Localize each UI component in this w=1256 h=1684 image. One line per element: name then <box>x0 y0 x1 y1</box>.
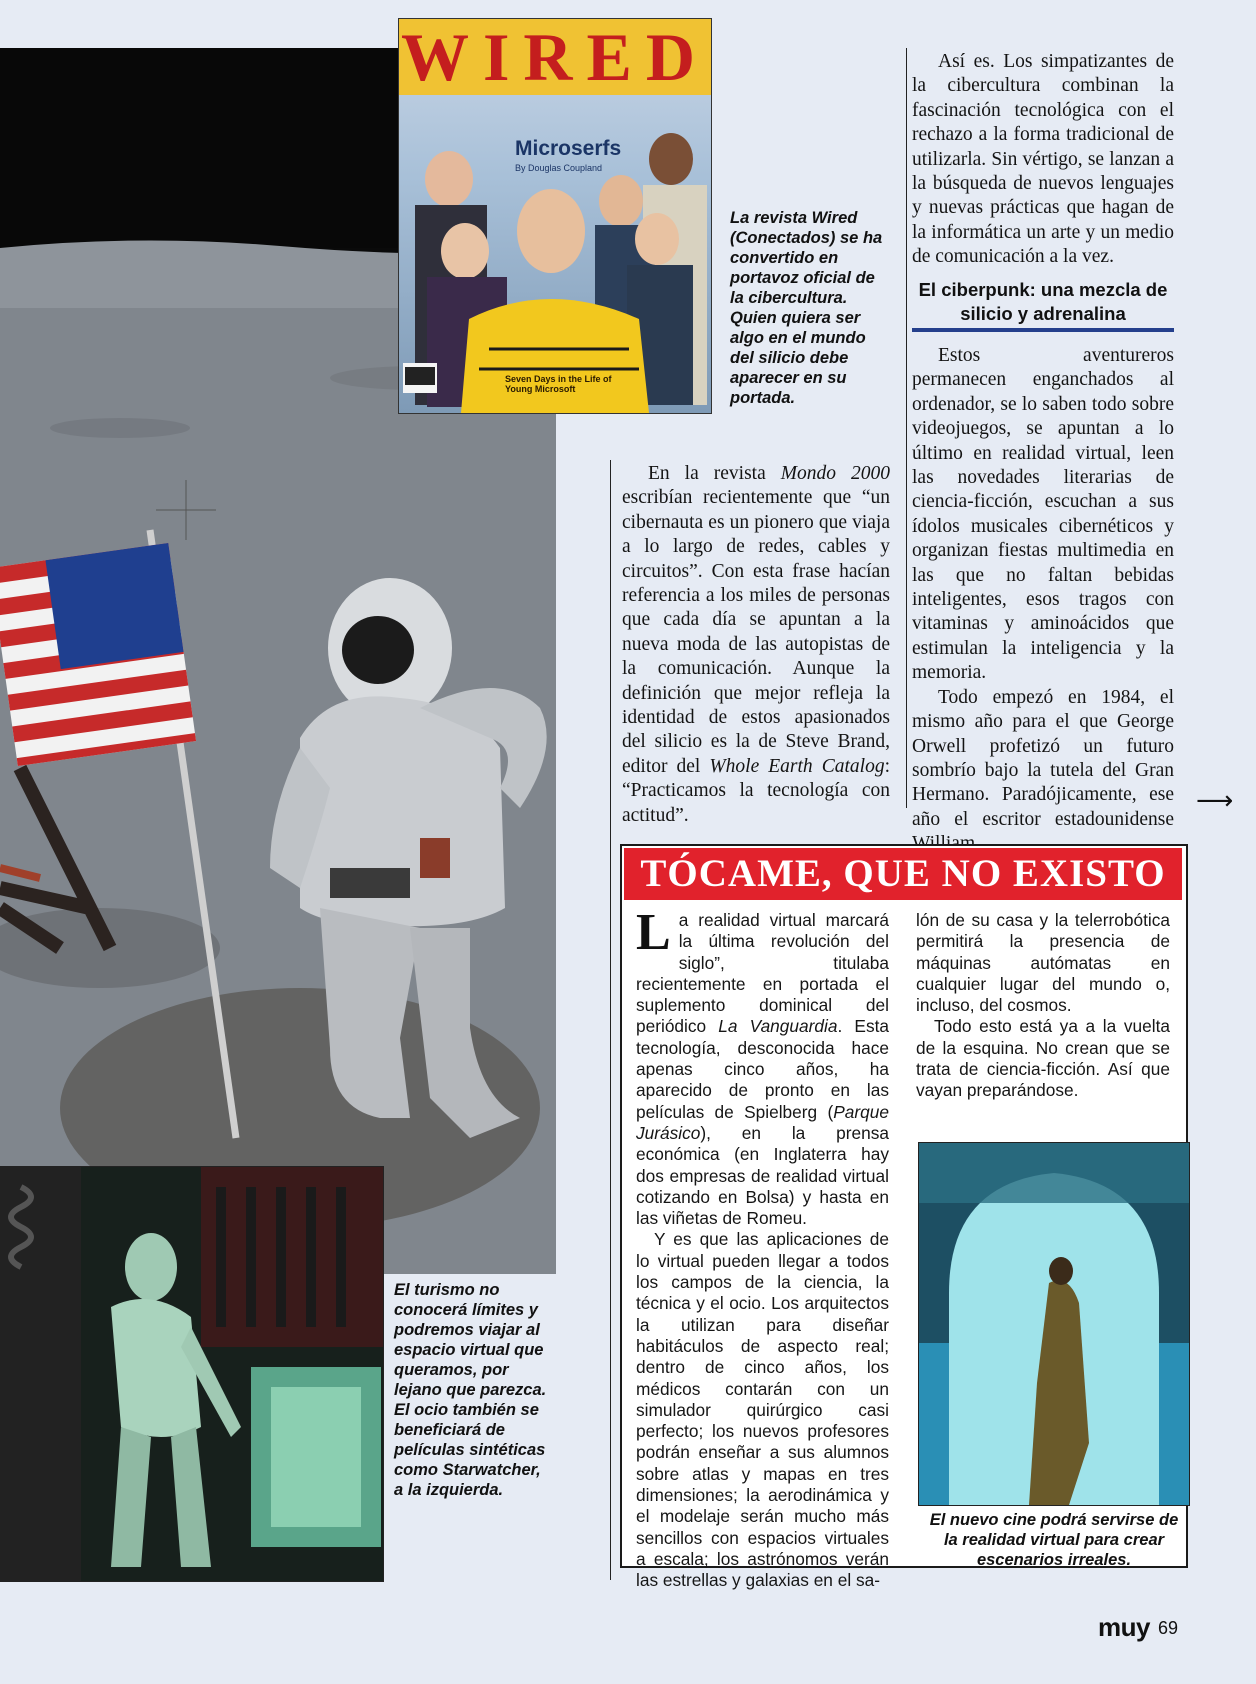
magazine-title: Mondo 2000 <box>780 463 891 484</box>
paragraph: La realidad virtual marcará la última revolución del siglo”, titulaba recientemente en portada el suplemento dominical del periódico La Vanguardia. Esta tecnología, desconocida hace apenas cinco años, ha aparecido de pronto en las películas de Spielberg (Parque Jurásico), en la prensa económica (en Inglaterra hay dos empresas de realidad virtual cotizando en Bolsa) y hasta en las viñetas de Romeu. <box>636 904 889 1229</box>
column-rule <box>610 460 611 1580</box>
drop-cap: L <box>636 904 671 961</box>
virtual-cinema-photo <box>918 1142 1190 1506</box>
paragraph: Y es que las aplicaciones de lo virtual pueden llegar a todos los campos de la ciencia, la técnica y el ocio. Los arquitectos la utilizan para diseñar habitáculos de aspecto real; dentro de cinco años, los médicos contarán con un simulador quirúrgico casi perfecto; los nuevos profesores podrán enseñar a sus alumnos sobre atlas y mapas en tres dimensiones; la aerodinámica y el modelaje serán mucho más sencillos con espacios virtuales a escala; los astrónomos verán las estrellas y galaxias en el sa- <box>636 1229 889 1591</box>
continue-arrow-icon: ⟶ <box>1196 786 1234 816</box>
paragraph: Todo esto está ya a la vuelta de la esquina. No crean que se trata de ciencia-ficción. Así que vayan preparándose. <box>916 1016 1170 1101</box>
cinema-caption: El nuevo cine podrá servirse de la realidad virtual para crear escenarios irreales. <box>929 1511 1179 1569</box>
wired-cover-image <box>398 18 712 414</box>
box-column-left <box>636 904 889 1592</box>
cover-people-illustration <box>399 19 711 413</box>
article-column-right-top <box>912 50 1174 270</box>
turismo-caption: El turismo no conocerá límites y podremos viajar al espacio virtual que queramos, por lejano que parezca. El ocio también se beneficiará de películas sintéticas como Starwatcher, a la izquierda. <box>394 1281 547 1499</box>
box-title: TÓCAME, QUE NO EXISTO <box>640 852 1166 895</box>
cover-byline: By Douglas Coupland <box>515 163 603 173</box>
wired-logo: WIRED <box>400 19 710 95</box>
paragraph: En la revista Mondo 2000 escribían recientemente que “un cibernauta es un pionero que viaja a lo largo de redes, cables y circuitos”. Con esta frase hacían referencia a los miles de personas que cada día se apuntan a la nueva moda de las autopistas de la comunicación. Aunque la definición que mejor refleja la identidad de estos apasionados del silicio es la de Steve Brand, editor del Whole Earth Catalog: “Practicamos la tecnología con actitud”. <box>622 463 891 826</box>
cover-headline: Microserfs <box>515 137 622 160</box>
starwatcher-photo <box>0 1166 384 1582</box>
paragraph: Estos aventureros permanecen enganchados al ordenador, se lo saben todo sobre videojuegos, se apuntan a lo último en realidad virtual, leen las novedades literarias de ciencia-ficción, escuchan a sus ídolos musicales cibernéticos y organizan fiestas multimedia en las que no faltan bebidas inteligentes, esos tragos con vitaminas y aminoácidos que estimulan la inteligencia y la memoria. <box>912 345 1174 684</box>
cinema-illustration <box>919 1143 1189 1505</box>
column-rule <box>906 48 907 808</box>
paragraph: Así es. Los simpatizantes de la cibercultura combinan la fascinación tecnológica con el rechazo a la forma tradicional de utilizarla. Sin vértigo, se lanzan a la búsqueda de nuevos lenguajes y nuevas prácticas que hagan de la informática un arte y un medio de comunicación a la vez. <box>912 51 1174 268</box>
box-column-right <box>916 910 1170 1102</box>
magazine-folio-logo: muy <box>1098 1612 1150 1642</box>
starwatcher-illustration <box>1 1167 383 1581</box>
article-column-middle <box>622 462 890 828</box>
subheading-rule <box>912 328 1174 332</box>
section-subheading: El ciberpunk: una mezcla de silicio y adrenalina <box>918 279 1168 324</box>
wired-caption: La revista Wired (Conectados) se ha convertido en portavoz oficial de la cibercultura. Quien quiera ser algo en el mundo del silicio debe aparecer en su portada. <box>730 209 883 407</box>
paragraph: Todo empezó en 1984, el mismo año para el que George Orwell profetizó un futuro sombrío bajo la tutela del Gran Hermano. Paradójicamente, ese año el escritor estadounidense <box>912 686 1174 830</box>
paragraph: lón de su casa y la telerrobótica permitirá la presencia de máquinas autómatas en cualquier lugar del mundo o, incluso, del cosmos. <box>916 910 1170 1016</box>
article-column-right <box>912 344 1174 857</box>
magazine-title: Whole Earth Catalog <box>709 755 885 777</box>
cover-tagline: Seven Days in the Life of Young Microsoft <box>505 374 612 394</box>
page-number: 69 <box>1158 1618 1179 1638</box>
